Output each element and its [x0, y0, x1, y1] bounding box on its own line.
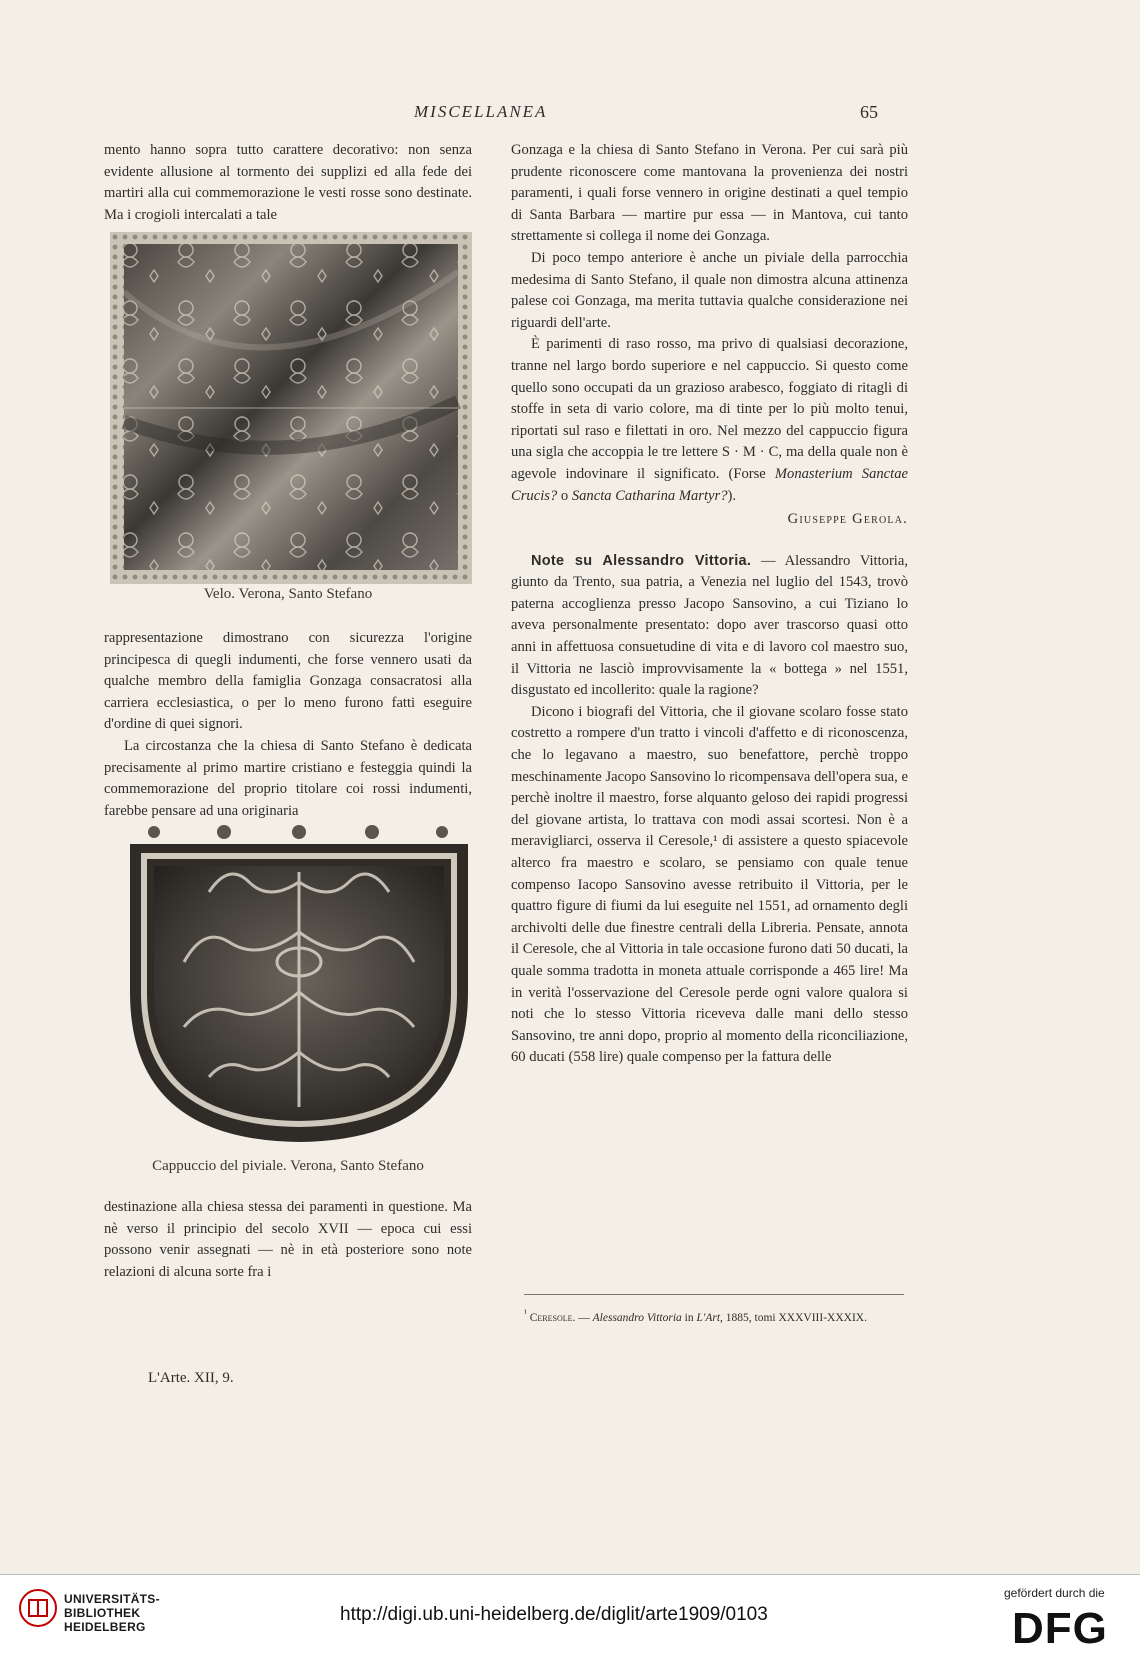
library-line: HEIDELBERG: [64, 1620, 146, 1634]
dfg-logo: DFG: [1012, 1604, 1108, 1653]
library-name: [64, 1592, 160, 1634]
author-signature: Giuseppe Gerola.: [787, 511, 908, 528]
cappuccio-photo: [124, 822, 474, 1148]
funding-note: gefördert durch die: [1004, 1586, 1105, 1600]
library-line: BIBLIOTHEK: [64, 1606, 141, 1620]
paragraph: [511, 551, 908, 702]
text-run: in: [684, 1311, 694, 1324]
footnote-author: Ceresole.: [529, 1311, 576, 1324]
paragraph: Gonzaga e la chiesa di Santo Stefano in Verona. Per cui sarà più prudente riconoscere come mantovana la provenienza dei nostri paramenti, i quali forse vennero in origine destinati a quel tempio di Santa Barbara — martire pur essa — in Mantova, cui tanto strettamente si collega il nome dei Gonzaga.: [511, 142, 908, 245]
velo-photo: [110, 232, 472, 584]
text-run: — Alessandro Vittoria, giunto da Trento, sua patria, a Venezia nel luglio del 1543, trovò paterna accoglienza presso Jacopo Sansovino, a cui Tiziano lo aveva personalmente presentato: dopo aver trascorso quasi otto anni in affettuosa consuetudine di vita e di lavoro col maestro suo, il Vittoria ne lasciò improvvisamente la « bottega » nel 1551, disgustato ed incollerito: quale la ragione?: [511, 552, 908, 699]
italic-run: Sancta Catharina Martyr?: [571, 487, 728, 504]
right-column: [511, 140, 908, 1069]
paragraph: mento hanno sopra tutto carattere decorativo: non senza evidente allusione al tormento dei supplizi ed alla fede dei martiri alla cui commemorazione le vesti rosse sono destinate. Ma i crogioli intercalati a tale: [104, 142, 472, 223]
footnote-journal: L'Art: [696, 1311, 721, 1324]
source-url-link[interactable]: http://digi.ub.uni-heidelberg.de/diglit/arte1909/0103: [340, 1604, 768, 1625]
running-title: MISCELLANEA: [414, 102, 548, 121]
paragraph: rappresentazione dimostrano con sicurezza l'origine principesca di quegli indumenti, che forse vennero usati da qualche membro della famiglia Gonzaga consacratosi alla carriera ecclesiastica, o per lo meno furono fatti eseguire d'ordine di quei signori.: [104, 630, 472, 733]
paragraph: Dicono i biografi del Vittoria, che il giovane scolaro fosse stato costretto a rompere d'un tratto i vincoli d'affetto e di riconoscenza, che lo legavano a maestro, suo benefattore, perchè troppo meschinamente Jacopo Sansovino lo ricompensava dell'opera sua, e perchè inoltre il maestro, forse alquanto geloso dei rapidi progressi del giovane artista, lo trattava con modi assai scortesi. Non è a meravigliarci, osserva il Ceresole,¹ di assistere a questo spiacevole alterco fra maestro e scolaro, se pensiamo con quale tenue compenso Iacopo Sansovino avesse retribuito il Vittoria, per le quattro figure di fiumi da lui eseguite nel 1551, ad ornamento degli archivolti delle due finestre centrali della Libreria. Pensate, annota il Ceresole, che al Vittoria in tale occasione furono dati 50 ducati, la quale somma tradotta in moneta attuale corrisponde a 465 lire! Ma in verità l'osservazione del Ceresole perde ogni valore qualora si noti che lo stesso Vittoria riceveva dalle mani dello stesso Sansovino, tre anni dopo, proprio al momento della riconciliazione, 60 ducati (558 lire) quale compenso per la fattura delle: [511, 703, 908, 1066]
section-title: Note su Alessandro Vittoria.: [531, 552, 752, 569]
signature-mark: L'Arte. XII, 9.: [148, 1370, 234, 1386]
library-seal-icon: [18, 1588, 58, 1628]
text-run: , 1885, tomi XXXVIII-XXXIX.: [720, 1311, 867, 1324]
figure-cappuccio: [124, 822, 474, 1148]
paragraph: destinazione alla chiesa stessa dei paramenti in questione. Ma nè verso il principio del secolo XVII — epoca cui essi possono venir assegnati — nè in età posteriore sono note relazioni di alcuna sorte fra i: [104, 1199, 472, 1280]
text-run: o: [560, 487, 569, 504]
italic-run: Monasterium Sanctae Crucis?: [511, 465, 908, 504]
paragraph: La circostanza che la chiesa di Santo Stefano è dedicata precisamente al primo martire cristiano e festeggia quindi la commemorazione del proprio titolare coi rossi indumenti, farebbe pensare ad una originaria: [104, 737, 472, 819]
figure-caption: Cappuccio del piviale. Verona, Santo Stefano: [152, 1158, 424, 1174]
footnote: [524, 1306, 910, 1326]
page-number: 65: [860, 102, 878, 122]
left-column-middle: [104, 628, 472, 822]
left-column-top: [104, 140, 472, 226]
footnote-rule: [524, 1294, 904, 1295]
text-run: È parimenti di raso rosso, ma privo di qualsiasi decorazione, tranne nel largo bordo superiore e nel cappuccio. Si questo come quello sono occupati da un grazioso arabesco, foggiato di ritagli di stoffe in seta di vario colore, ma di tinte per lo più molto tenui, riportati sul raso e filettati in oro. Nel mezzo del cappuccio figura una sigla che accoppia le tre lettere S · M · C, ma della quale non è agevole indovinare il significato. (Forse: [511, 336, 908, 482]
text-run: ).: [727, 487, 737, 504]
footnote-title: Alessandro Vittoria: [592, 1311, 682, 1324]
figure-caption: Velo. Verona, Santo Stefano: [203, 586, 373, 602]
library-line: UNIVERSITÄTS-: [64, 1592, 160, 1606]
paragraph: Di poco tempo anteriore è anche un piviale della parrocchia medesima di Santo Stefano, il quale non dimostra alcuna attinenza palese coi Gonzaga, ma merita tuttavia qualche considerazione nei riguardi dell'arte.: [511, 249, 908, 331]
running-header: [0, 102, 1140, 126]
paragraph: [511, 334, 908, 507]
left-column-bottom: [104, 1197, 472, 1283]
text-run: —: [578, 1311, 590, 1324]
figure-velo: [110, 232, 472, 584]
footnote-marker: ¹: [524, 1308, 527, 1319]
